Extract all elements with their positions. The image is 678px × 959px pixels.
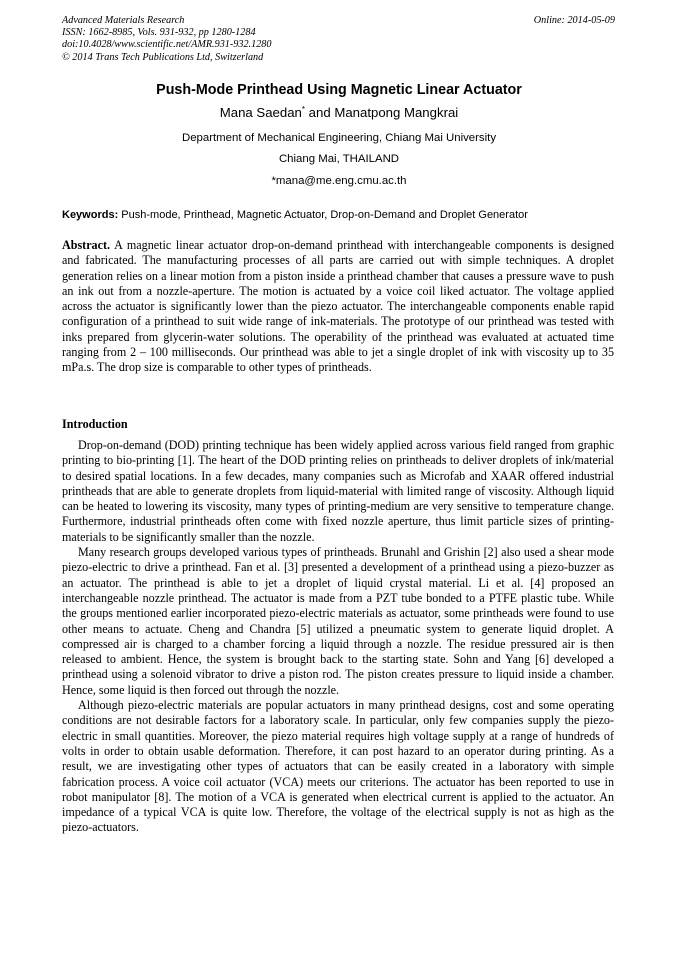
author-1: Mana Saedan — [219, 105, 302, 120]
journal-header — [62, 15, 482, 64]
affiliation-location: Chiang Mai, THAILAND — [278, 153, 400, 165]
journal-doi: doi:10.4028/www.scientific.net/AMR.931-932.1280 — [62, 39, 272, 51]
journal-copyright: © 2014 Trans Tech Publications Ltd, Switzerland — [62, 51, 264, 63]
keywords — [62, 208, 618, 222]
online-date: Online: 2014-05-09 — [533, 15, 615, 26]
corresponding-mark: * — [301, 105, 305, 114]
affiliation-department: Department of Mechanical Engineering, Chiang Mai University — [181, 132, 497, 144]
abstract-text: A magnetic linear actuator drop-on-demand printhead with interchangeable components is designed and fabricated. The manufacturing processes of all parts are carried out with simple techniques. A droplet generation relies on a linear motion from a piston inside a printhead chamber that causes a pressure wave to push an ink out from a nozzle-aperture. The motion is actuated by a voice coil liked actuator. The voltage applied across the actuator is significantly lower than the piezo actuator. The interchangeable components enable rapid configuration of a printhead to suit wide range of ink-materials. The prototype of our printhead was tested with inks prepared from glycerin-water solutions. The operability of the printhead was evaluated at actuated time ranging from 2 – 100 milliseconds. Our printhead was able to jet a single droplet of ink with viscosity up to 35 mPa.s. The drop size is comparable to other types of printheads. — [62, 238, 614, 375]
paragraph: Although piezo-electric materials are popular actuators in many printhead designs, cost and some operating conditions are not desirable factors for a laboratory scale. In particular, only few companies supply the piezo-electric in small quantities. Moreover, the piezo material requires high voltage supply at a range of hundreds of volts in order to obtain usable deformation. Therefore, it can post hazard to an operator during printing. As a result, we are investigating other types of actuators that can be easily created in a laboratory with simple fabrication process. A voice coil actuator (VCA) meets our criterions. The actuator has been reported to use in robot manipulator [8]. The motion of a VCA is generated when electrical current is applied to the actuator. An impedance of a typical VCA is quite low. Therefore, the voltage of the electrical supply is not as high as the piezo-actuators. — [62, 698, 614, 835]
introduction-body — [62, 438, 614, 836]
paragraph: Many research groups developed various types of printheads. Brunahl and Grishin [2] also used a shear mode piezo-electric to drive a printhead. Fan et al. [3] presented a development of a printhead using a piezo-buzzer as an actuator. The printhead is able to jet a droplet of liquid crystal material. Li et al. [4] proposed an interchangeable nozzle printhead. The actuator is made from a PZT tube bonded to a PTFE plastic tube. While the groups mentioned earlier incorporated piezo-electric materials as actuator, some printheads were found to use other means to actuate. Cheng and Chandra [5] utilized a pneumatic system to generate liquid droplet. A compressed air is charged to a chamber forcing a liquid through a nozzle. The residue pressured air is then released to ambient. Hence, the system is brought back to the starting state. Sohn and Yang [6] developed a printhead using a solenoid vibrator to drive a piston rod. The piston creates pressure to liquid inside a chamber. Hence, some liquid is then forced out through the nozzle. — [62, 545, 614, 697]
author-email: *mana@me.eng.cmu.ac.th — [271, 175, 407, 187]
journal-name: Advanced Materials Research — [62, 15, 185, 26]
author-2: and Manatpong Mangkrai — [305, 105, 459, 120]
introduction-heading: Introduction — [62, 417, 128, 431]
abstract — [62, 238, 614, 376]
abstract-label: Abstract. — [62, 238, 111, 252]
keywords-text: Push-mode, Printhead, Magnetic Actuator, Drop-on-Demand and Droplet Generator — [118, 209, 528, 221]
paper-title: Push-Mode Printhead Using Magnetic Linear Actuator — [156, 82, 522, 98]
author-list — [40, 104, 638, 122]
journal-issn: ISSN: 1662-8985, Vols. 931-932, pp 1280-1284 — [62, 27, 256, 39]
keywords-label: Keywords: — [62, 209, 119, 221]
paragraph: Drop-on-demand (DOD) printing technique has been widely applied across various field ranged from graphic printing to bio-printing [1]. The heart of the DOD printing relies on printheads to deliver droplets of ink/material to desired spatial locations. In a few decades, many companies such as Microfab and XAAR offered industrial printheads that are able to generate droplets from liquid-material with limited range of viscosity. Although liquid can be heated to lowering its viscosity, many types of printing-medium are very sensitive to temperature change. Furthermore, industrial printheads often come with fixed nozzle aperture, thus limit particle sizes of printing-materials to be significantly smaller than the nozzle. — [62, 438, 614, 544]
